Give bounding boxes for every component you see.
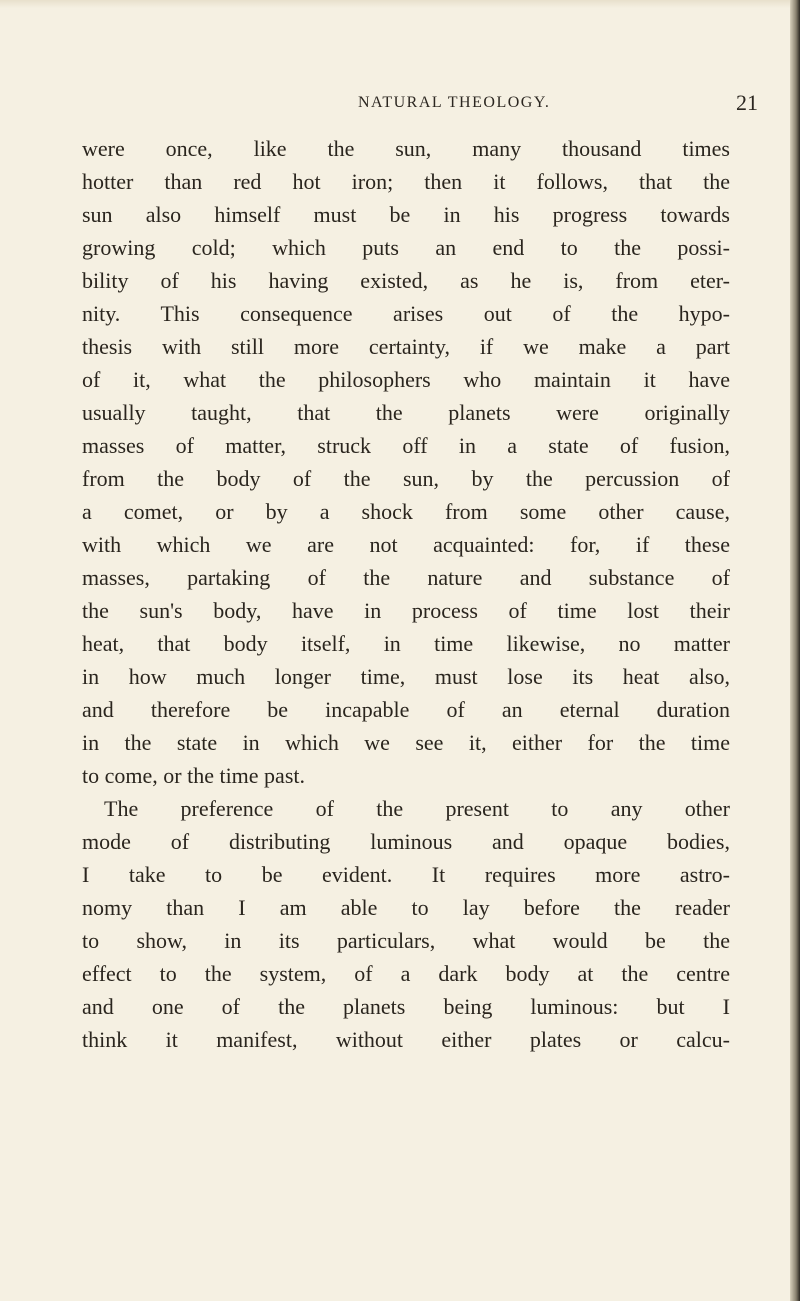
text-line: nomy than I am able to lay before the reader xyxy=(82,895,730,920)
text-line: usually taught, that the planets were originally xyxy=(82,400,730,425)
text-line: and therefore be incapable of an eternal duration xyxy=(82,697,730,722)
text-line: The preference of the present to any other xyxy=(104,796,730,821)
text-line: with which we are not acquainted: for, if these xyxy=(82,532,730,557)
text-line: mode of distributing luminous and opaque bodies, xyxy=(82,829,730,854)
running-head xyxy=(0,90,800,120)
text-line: in how much longer time, must lose its heat also, xyxy=(82,664,730,689)
text-line: heat, that body itself, in time likewise, no matter xyxy=(82,631,730,656)
text-line: of it, what the philosophers who maintain it have xyxy=(82,367,730,392)
body-text xyxy=(82,132,730,1056)
text-line: the sun's body, have in process of time lost their xyxy=(82,598,730,623)
text-line: were once, like the sun, many thousand times xyxy=(82,136,730,161)
text-line: and one of the planets being luminous: but I xyxy=(82,994,730,1019)
text-line: bility of his having existed, as he is, from eter- xyxy=(82,268,730,293)
page-top-edge xyxy=(0,0,800,8)
text-line: to come, or the time past. xyxy=(82,763,305,788)
text-line: sun also himself must be in his progress towards xyxy=(82,202,730,227)
text-line: effect to the system, of a dark body at the centre xyxy=(82,961,730,986)
page-right-edge xyxy=(790,0,800,1301)
text-line: masses, partaking of the nature and substance of xyxy=(82,565,730,590)
text-line: masses of matter, struck off in a state of fusion, xyxy=(82,433,730,458)
text-line: nity. This consequence arises out of the hypo- xyxy=(82,301,730,326)
text-line: to show, in its particulars, what would be the xyxy=(82,928,730,953)
running-title: NATURAL THEOLOGY. xyxy=(358,94,551,111)
text-line: a comet, or by a shock from some other cause, xyxy=(82,499,730,524)
text-line: growing cold; which puts an end to the possi- xyxy=(82,235,730,260)
text-line: thesis with still more certainty, if we make a part xyxy=(82,334,730,359)
text-line: in the state in which we see it, either for the time xyxy=(82,730,730,755)
text-line: think it manifest, without either plates or calcu- xyxy=(82,1027,730,1052)
page-number: 21 xyxy=(736,90,758,115)
text-line: from the body of the sun, by the percussion of xyxy=(82,466,730,491)
text-line: I take to be evident. It requires more astro- xyxy=(82,862,730,887)
text-line: hotter than red hot iron; then it follows, that the xyxy=(82,169,730,194)
